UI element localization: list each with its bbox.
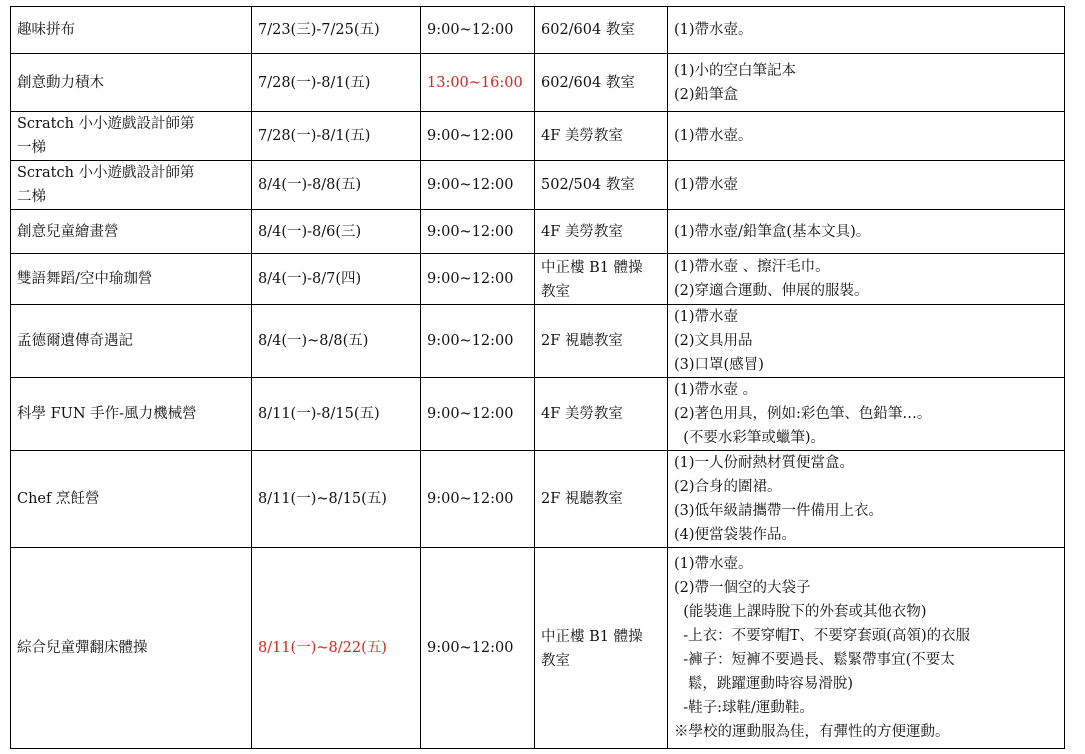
course-time: 9:00~12:00: [421, 378, 535, 451]
course-time: 9:00~12:00: [421, 161, 535, 210]
table-row: [11, 210, 1065, 254]
course-room: 4F 美勞教室: [535, 112, 668, 161]
table-row: [11, 548, 1065, 749]
course-time: 9:00~12:00: [421, 7, 535, 54]
course-time: 13:00~16:00: [421, 54, 535, 112]
course-name: 科學 FUN 手作-風力機械營: [11, 378, 252, 451]
table-row: [11, 451, 1065, 548]
course-items: (1)帶水壺。 (2)帶一個空的大袋子 (能裝進上課時脫下的外套或其他衣物) -上衣：不要穿帽T、不要穿套頭(高領)的衣服 -褲子：短褲不要過長、鬆緊帶事宜(不要太 鬆，跳躍運動時容易滑脫) -鞋子:球鞋/運動鞋。 ※學校的運動服為佳，有彈性的方便運動。: [668, 548, 1065, 749]
course-time: 9:00~12:00: [421, 254, 535, 305]
course-room: 502/504 教室: [535, 161, 668, 210]
table-row: [11, 112, 1065, 161]
course-dates: 8/4(一)-8/7(四): [252, 254, 421, 305]
course-name: 綜合兒童彈翻床體操: [11, 548, 252, 749]
course-room: 602/604 教室: [535, 7, 668, 54]
course-items: (1)帶水壺 (2)文具用品 (3)口罩(感冒): [668, 305, 1065, 378]
course-time: 9:00~12:00: [421, 210, 535, 254]
course-items: (1)帶水壺 。 (2)著色用具，例如:彩色筆、色鉛筆…。 (不要水彩筆或蠟筆)。: [668, 378, 1065, 451]
course-dates: 7/23(三)-7/25(五): [252, 7, 421, 54]
course-name: 創意動力積木: [11, 54, 252, 112]
schedule-table: [10, 6, 1065, 749]
course-items: (1)小的空白筆記本 (2)鉛筆盒: [668, 54, 1065, 112]
table-row: [11, 254, 1065, 305]
course-room: 中正樓 B1 體操 教室: [535, 254, 668, 305]
course-items: (1)帶水壺: [668, 161, 1065, 210]
course-name: 創意兒童繪畫營: [11, 210, 252, 254]
course-name: Chef 烹飪營: [11, 451, 252, 548]
course-dates: 8/11(一)~8/15(五): [252, 451, 421, 548]
table-row: [11, 305, 1065, 378]
table-row: [11, 378, 1065, 451]
table-row: [11, 161, 1065, 210]
course-room: 602/604 教室: [535, 54, 668, 112]
course-name: Scratch 小小遊戲設計師第 一梯: [11, 112, 252, 161]
course-dates: 8/4(一)~8/8(五): [252, 305, 421, 378]
course-time: 9:00~12:00: [421, 451, 535, 548]
course-items: (1)帶水壺。: [668, 112, 1065, 161]
table-row: [11, 54, 1065, 112]
course-room: 2F 視聽教室: [535, 451, 668, 548]
course-items: (1)帶水壺/鉛筆盒(基本文具)。: [668, 210, 1065, 254]
course-time: 9:00~12:00: [421, 305, 535, 378]
course-items: (1)帶水壺。: [668, 7, 1065, 54]
course-room: 4F 美勞教室: [535, 210, 668, 254]
course-name: 趣味拼布: [11, 7, 252, 54]
course-time: 9:00~12:00: [421, 548, 535, 749]
course-dates: 8/11(一)~8/22(五): [252, 548, 421, 749]
course-dates: 7/28(一)-8/1(五): [252, 54, 421, 112]
course-name: 雙語舞蹈/空中瑜珈營: [11, 254, 252, 305]
course-items: (1)帶水壺 、擦汗毛巾。 (2)穿適合運動、伸展的服裝。: [668, 254, 1065, 305]
table-row: [11, 7, 1065, 54]
course-dates: 8/11(一)-8/15(五): [252, 378, 421, 451]
course-name: Scratch 小小遊戲設計師第 二梯: [11, 161, 252, 210]
course-dates: 7/28(一)-8/1(五): [252, 112, 421, 161]
course-room: 2F 視聽教室: [535, 305, 668, 378]
course-room: 中正樓 B1 體操 教室: [535, 548, 668, 749]
course-items: (1)一人份耐熱材質便當盒。 (2)合身的圍裙。 (3)低年級請攜帶一件備用上衣。 (4)便當袋裝作品。: [668, 451, 1065, 548]
course-time: 9:00~12:00: [421, 112, 535, 161]
course-name: 孟德爾遺傳奇遇記: [11, 305, 252, 378]
course-room: 4F 美勞教室: [535, 378, 668, 451]
course-dates: 8/4(一)-8/6(三): [252, 210, 421, 254]
course-dates: 8/4(一)-8/8(五): [252, 161, 421, 210]
